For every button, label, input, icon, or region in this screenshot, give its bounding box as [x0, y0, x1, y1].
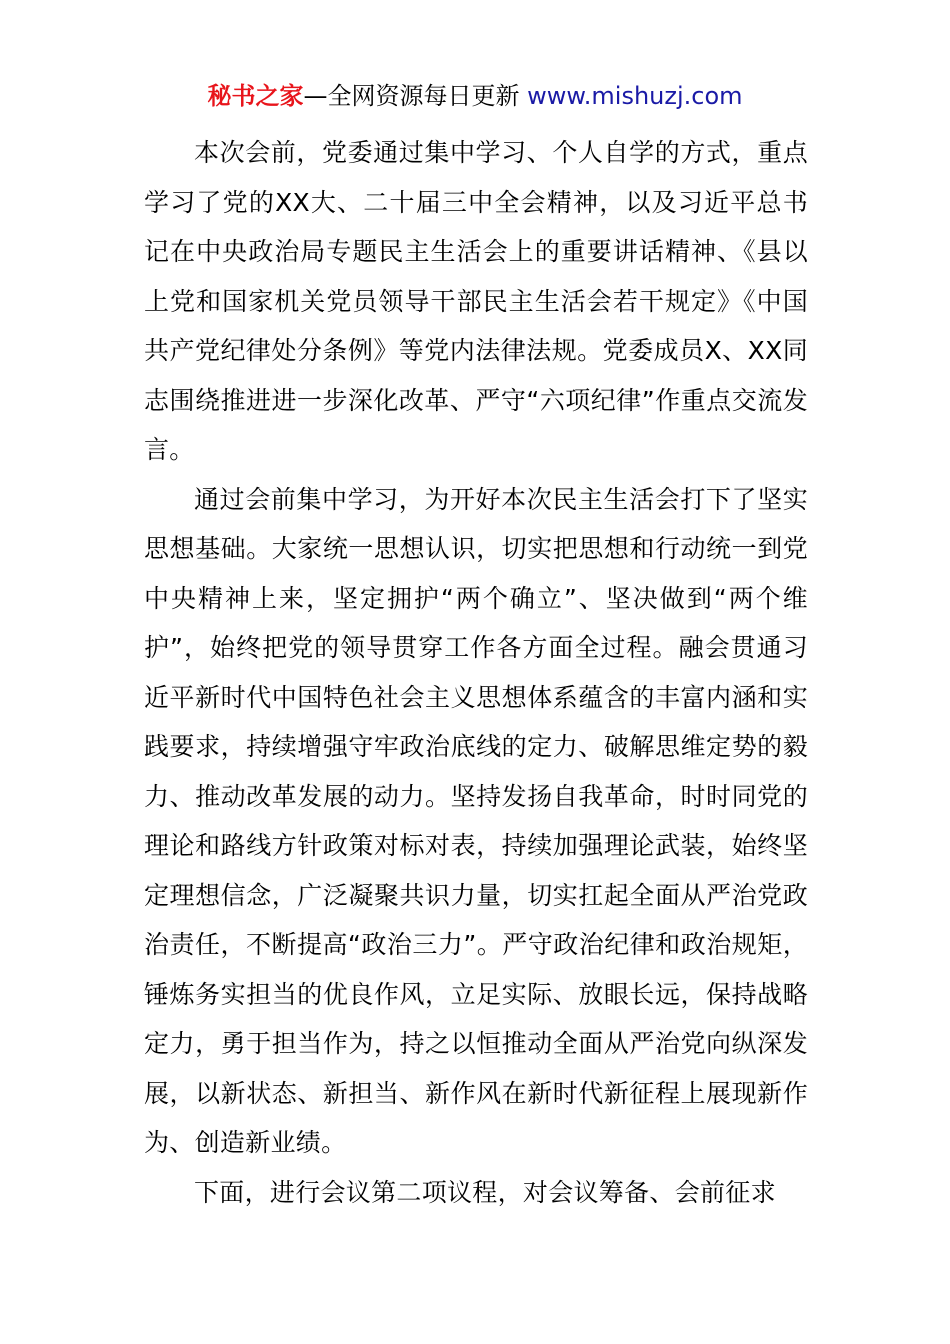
document-body	[144, 128, 808, 1217]
paragraph-study-summary: 本次会前，党委通过集中学习、个人自学的方式，重点学习了党的XX大、二十届三中全会精神，以及习近平总书记在中央政治局专题民主生活会上的重要讲话精神、《县以上党和国家机关党员领导干部民主生活会若干规定》《中国共产党纪律处分条例》等党内法律法规。党委成员X、XX同志围绕推进进一步深化改革、严守“六项纪律”作重点交流发言。	[144, 138, 808, 464]
paragraph-study-outcome: 通过会前集中学习，为开好本次民主生活会打下了坚实思想基础。大家统一思想认识，切实把思想和行动统一到党中央精神上来，坚定拥护“两个确立”、坚决做到“两个维护”，始终把党的领导贯穿工作各方面全过程。融会贯通习近平新时代中国特色社会主义思想体系蕴含的丰富内涵和实践要求，持续增强守牢政治底线的定力、破解思维定势的毅力、推动改革发展的动力。坚持发扬自我革命，时时同党的理论和路线方针政策对标对表，持续加强理论武装，始终坚定理想信念，广泛凝聚共识力量，切实扛起全面从严治党政治责任，不断提高“政治三力”。严守政治纪律和政治规矩，锤炼务实担当的优良作风，立足实际、放眼长远，保持战略定力，勇于担当作为，持之以恒推动全面从严治党向纵深发展，以新状态、新担当、新作风在新时代新征程上展现新作为、创造新业绩。	[144, 484, 808, 1157]
site-url-link[interactable]: www.mishuzj.com	[527, 82, 743, 110]
brand-name: 秘书之家	[207, 82, 304, 110]
header-tagline: —全网资源每日更新	[303, 82, 520, 110]
paragraph-next-agenda: 下面，进行会议第二项议程，对会议筹备、会前征求	[194, 1177, 776, 1207]
page-header	[0, 80, 950, 112]
